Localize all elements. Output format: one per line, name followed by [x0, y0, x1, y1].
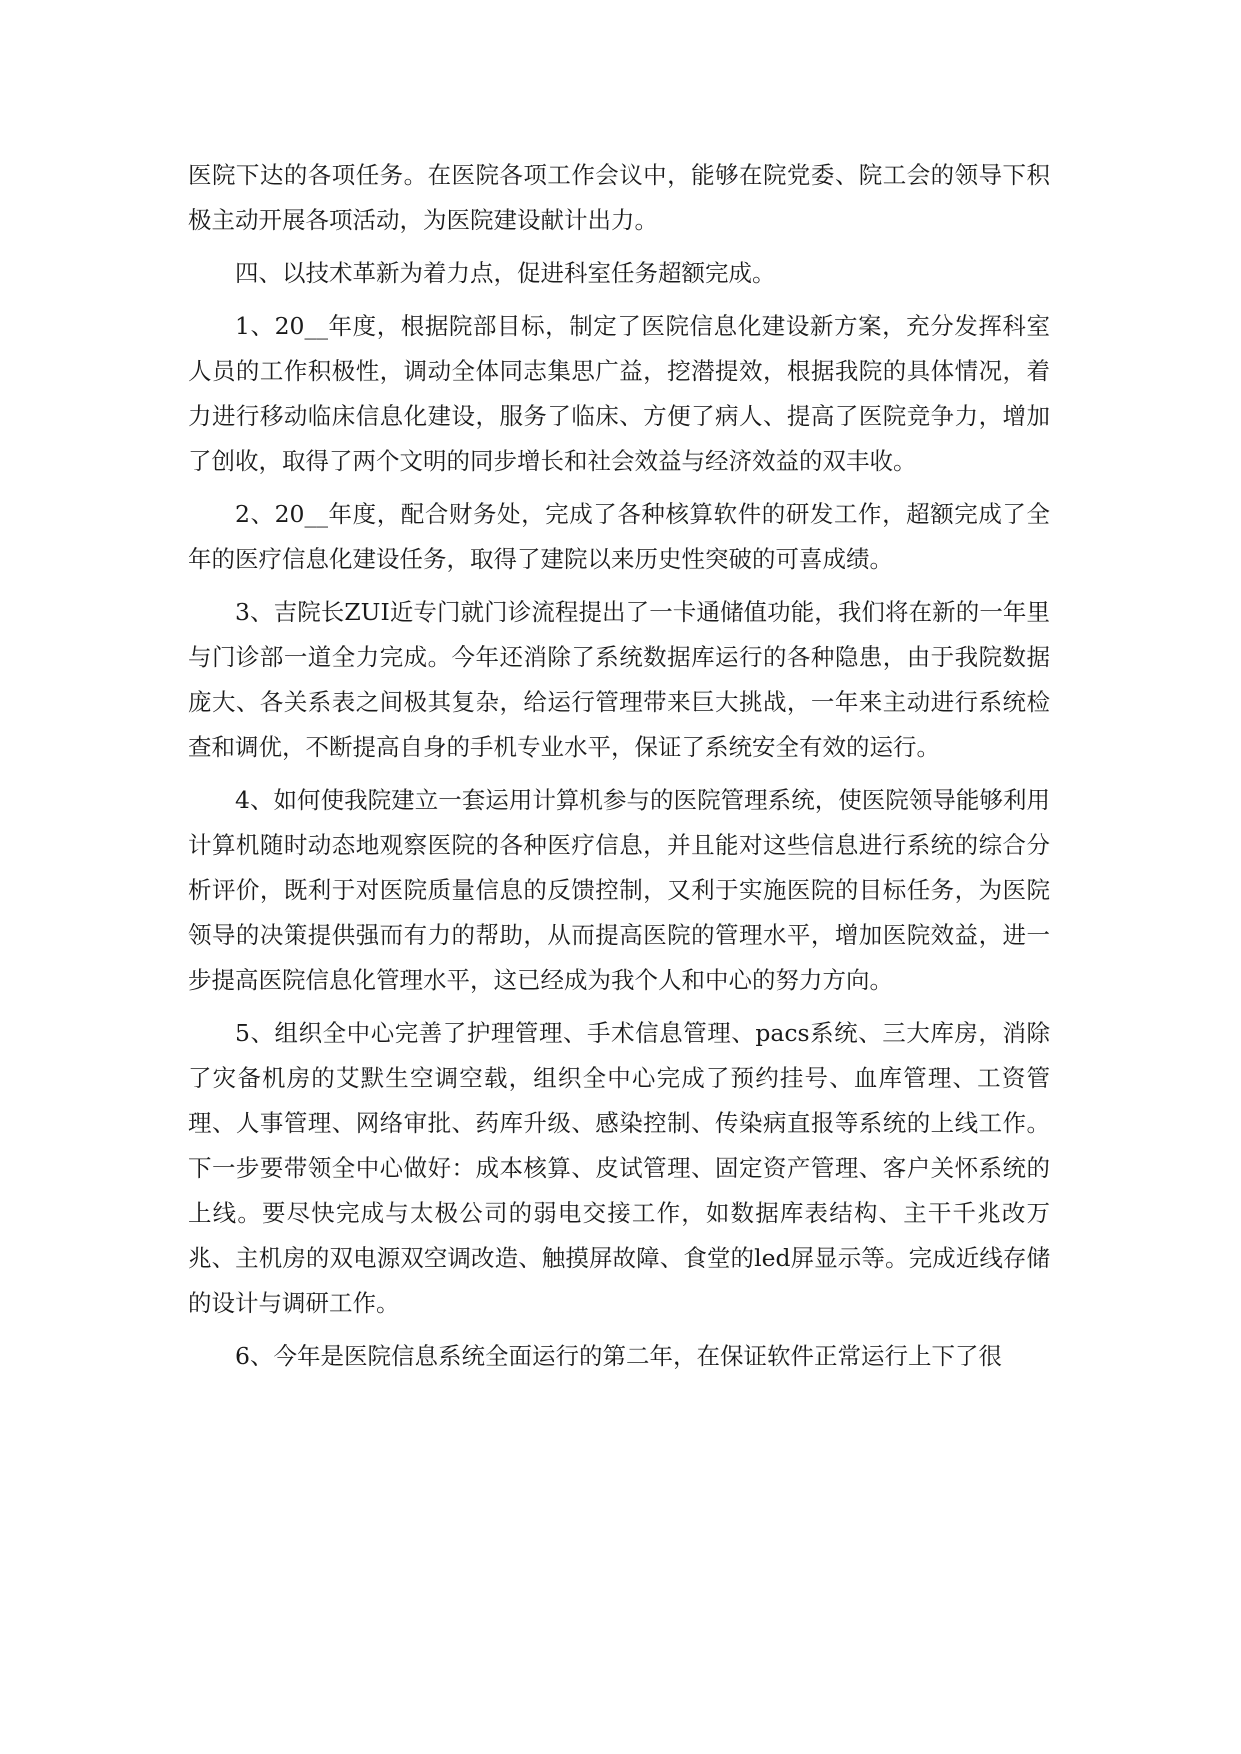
paragraph-item-1: 1、20__年度，根据院部目标，制定了医院信息化建设新方案，充分发挥科室人员的工作积极性，调动全体同志集思广益，挖潜提效，根据我院的具体情况，着力进行移动临床信息化建设，服务了临床、方便了病人、提高了医院竞争力，增加了创收，取得了两个文明的同步增长和社会效益与经济效益的双丰收。 [188, 312, 1050, 475]
paragraph-item-6: 6、今年是医院信息系统全面运行的第二年，在保证软件正常运行上下了很 [235, 1342, 1002, 1370]
paragraph-continuation: 医院下达的各项任务。在医院各项工作会议中，能够在院党委、院工会的领导下积极主动开展各项活动，为医院建设献计出力。 [188, 161, 1050, 234]
paragraph-item-5: 5、组织全中心完善了护理管理、手术信息管理、pacs系统、三大库房，消除了灾备机房的艾默生空调空载，组织全中心完成了预约挂号、血库管理、工资管理、人事管理、网络审批、药库升级、感染控制、传染病直报等系统的上线工作。下一步要带领全中心做好：成本核算、皮试管理、固定资产管理、客户关怀系统的上线。要尽快完成与太极公司的弱电交接工作，如数据库表结构、主干千兆改万兆、主机房的双电源双空调改造、触摸屏故障、食堂的led屏显示等。完成近线存储的设计与调研工作。 [188, 1019, 1050, 1317]
paragraph-item-3: 3、吉院长ZUI近专门就门诊流程提出了一卡通储值功能，我们将在新的一年里与门诊部一道全力完成。今年还消除了系统数据库运行的各种隐患，由于我院数据庞大、各关系表之间极其复杂，给运行管理带来巨大挑战，一年来主动进行系统检查和调优，不断提高自身的手机专业水平，保证了系统安全有效的运行。 [188, 598, 1050, 761]
paragraph-item-2: 2、20__年度，配合财务处，完成了各种核算软件的研发工作，超额完成了全年的医疗信息化建设任务，取得了建院以来历史性突破的可喜成绩。 [188, 500, 1050, 573]
section-heading-four: 四、以技术革新为着力点，促进科室任务超额完成。 [235, 259, 776, 287]
document-body [188, 153, 1050, 1387]
paragraph-item-4: 4、如何使我院建立一套运用计算机参与的医院管理系统，使医院领导能够利用计算机随时动态地观察医院的各种医疗信息，并且能对这些信息进行系统的综合分析评价，既利于对医院质量信息的反馈控制，又利于实施医院的目标任务，为医院领导的决策提供强而有力的帮助，从而提高医院的管理水平，增加医院效益，进一步提高医院信息化管理水平，这已经成为我个人和中心的努力方向。 [188, 786, 1050, 994]
